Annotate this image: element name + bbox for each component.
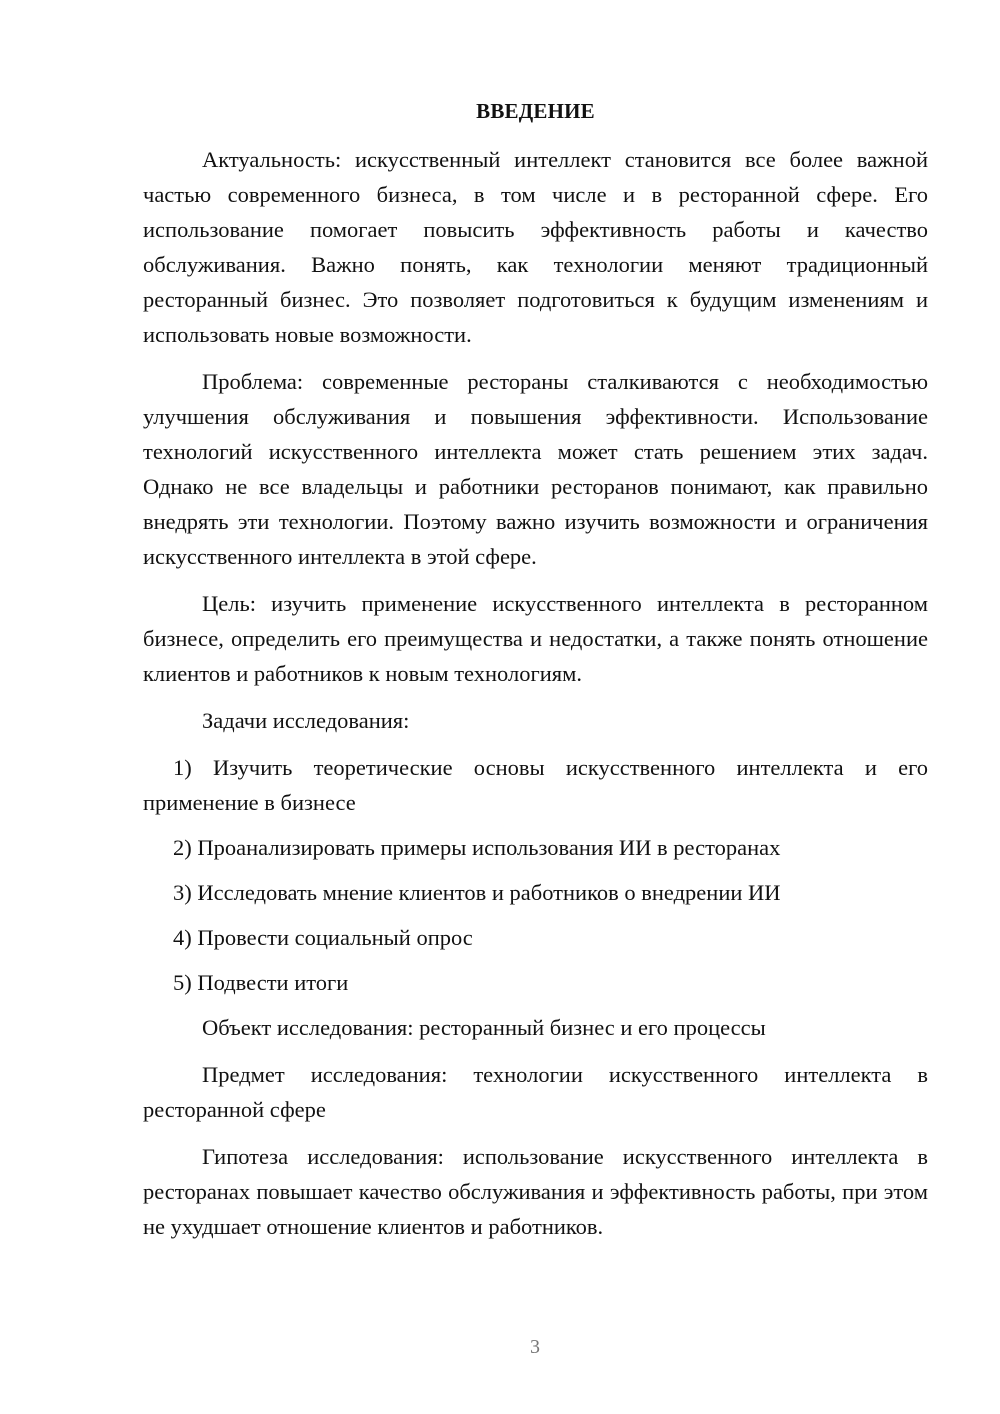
relevance-paragraph: Актуальность: искусственный интеллект становится все более важной частью современного бизнеса, в том числе и в ресторанной сфере. Его использование помогает повысить эффективность работы и качество обслуживания. Важно понять, как технологии меняют традиционный ресторанный бизнес. Это позволяет подготовиться к будущим изменениям и использовать новые возможности. [143, 147, 928, 347]
problem-paragraph: Проблема: современные рестораны сталкиваются с необходимостью улучшения обслуживания и повышения эффективности. Использование технологий искусственного интеллекта может стать решением этих задач. Однако не все владельцы и работники ресторанов понимают, как правильно внедрять эти технологии. Поэтому важно изучить возможности и ограничения искусственного интеллекта в этой сфере. [143, 369, 928, 569]
hypothesis-paragraph: Гипотеза исследования: использование искусственного интеллекта в ресторанах повышает качество обслуживания и эффективность работы, при этом не ухудшает отношение клиентов и работников. [143, 1144, 928, 1239]
subject-paragraph: Предмет исследования: технологии искусственного интеллекта в ресторанной сфере [143, 1062, 928, 1122]
page-number: 3 [530, 1336, 540, 1358]
task-item: 3) Исследовать мнение клиентов и работников о внедрении ИИ [173, 880, 781, 905]
object-paragraph: Объект исследования: ресторанный бизнес и его процессы [202, 1015, 766, 1040]
task-item: 4) Провести социальный опрос [173, 925, 473, 950]
section-title: ВВЕДЕНИЕ [476, 99, 595, 123]
task-item: 2) Проанализировать примеры использования ИИ в ресторанах [173, 835, 781, 860]
tasks-heading: Задачи исследования: [202, 708, 410, 733]
body-text [143, 142, 928, 1256]
task-item: 5) Подвести итоги [173, 970, 349, 995]
task-item: 1) Изучить теоретические основы искусственного интеллекта и его применение в бизнесе [143, 755, 928, 815]
goal-paragraph: Цель: изучить применение искусственного интеллекта в ресторанном бизнесе, определить его преимущества и недостатки, а также понять отношение клиентов и работников к новым технологиям. [143, 591, 928, 686]
